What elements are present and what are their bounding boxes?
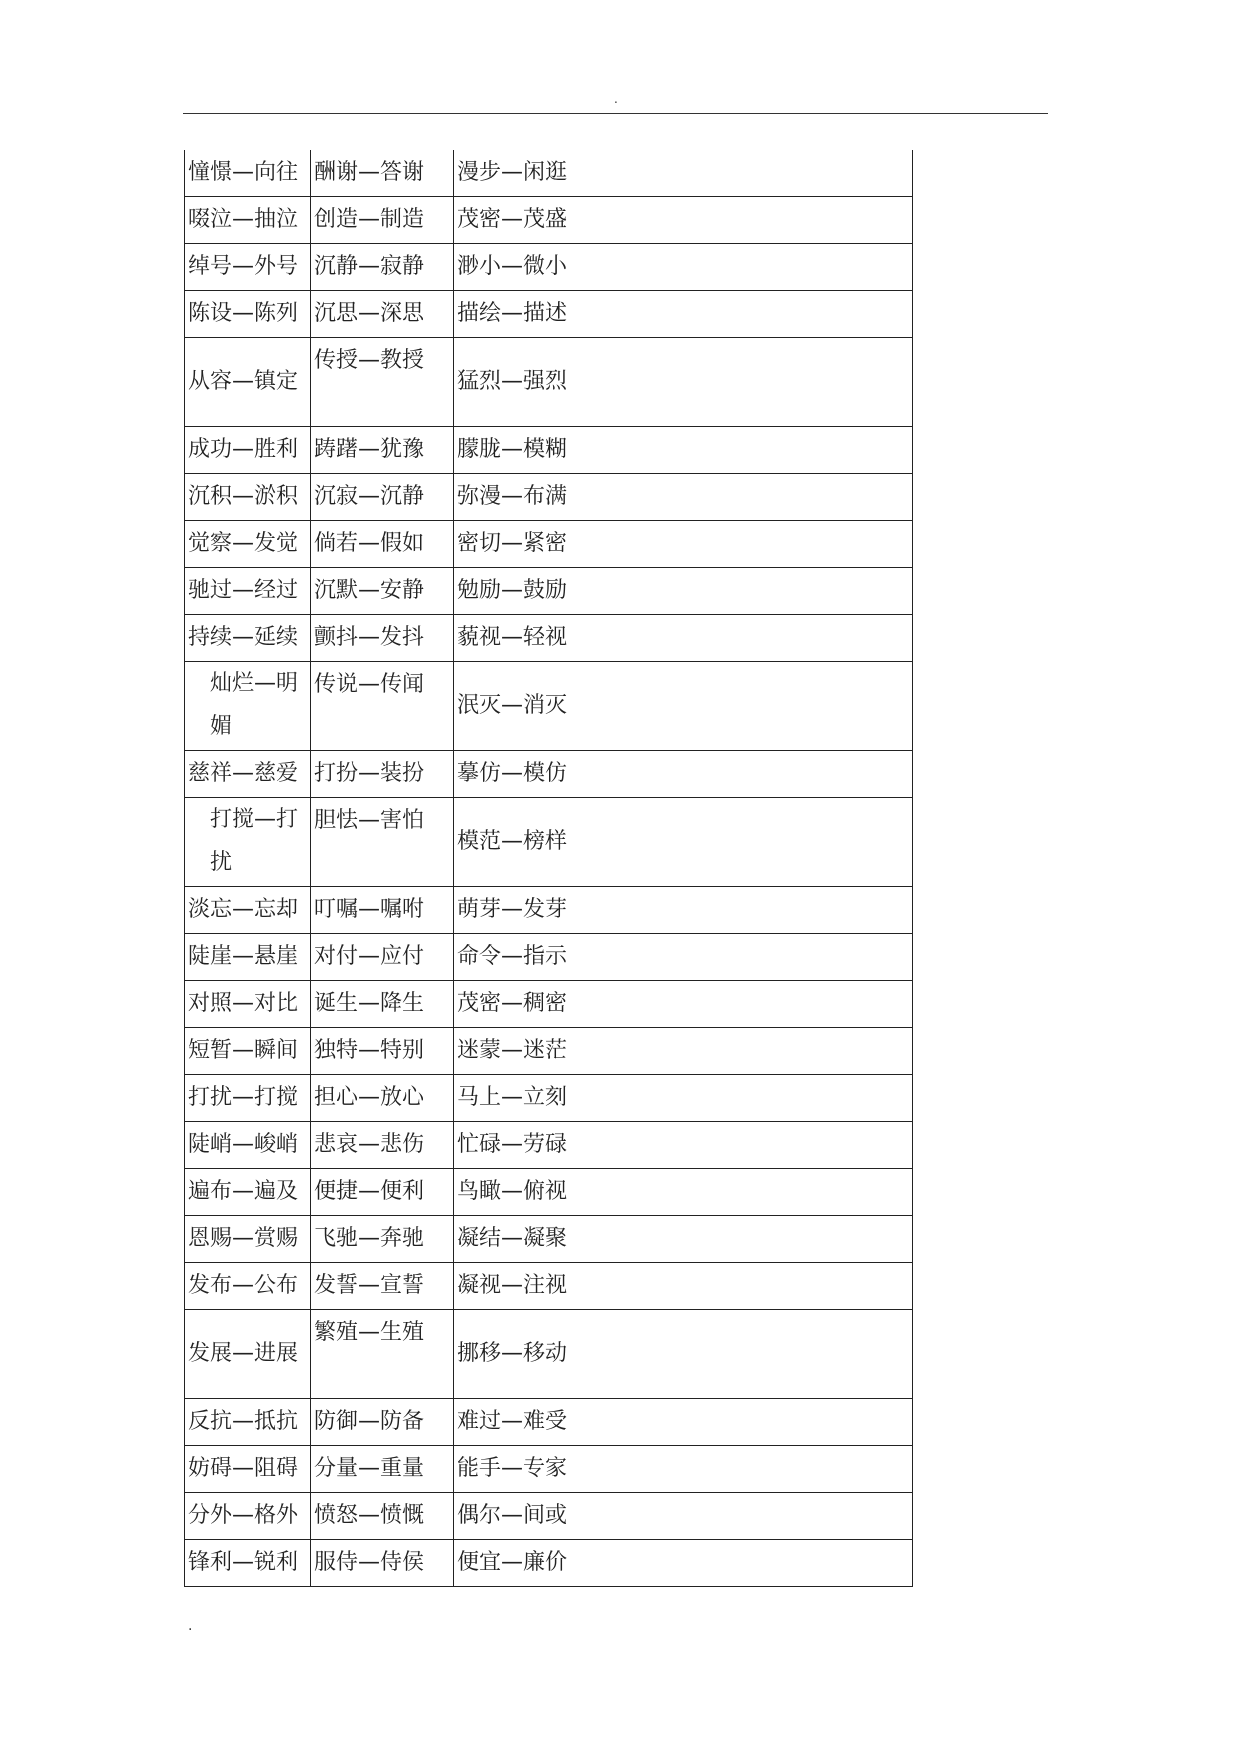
table-cell: 从容—镇定: [185, 338, 311, 427]
table-cell: 恩赐—赏赐: [185, 1216, 311, 1263]
table-cell: 觉察—发觉: [185, 521, 311, 568]
table-row: [185, 1310, 913, 1399]
footer-mark: .: [188, 1618, 193, 1634]
table-cell: 发展—进展: [185, 1310, 311, 1399]
table-row: [185, 798, 913, 887]
table-cell: 反抗—抵抗: [185, 1399, 311, 1446]
table-cell: 难过—难受: [454, 1399, 913, 1446]
table-row: [185, 662, 913, 751]
table-row: [185, 338, 913, 427]
table-cell: 分外—格外: [185, 1493, 311, 1540]
table-row: [185, 291, 913, 338]
table-row: [185, 1216, 913, 1263]
table-cell: 陡崖—悬崖: [185, 934, 311, 981]
table-cell: 描绘—描述: [454, 291, 913, 338]
table-cell: 憧憬—向往: [185, 150, 311, 197]
cell-text: 灿烂—明媚: [210, 671, 299, 739]
header-rule: [183, 113, 1048, 114]
table-row: [185, 244, 913, 291]
table-cell: 沉积—淤积: [185, 474, 311, 521]
table-cell: 淡忘—忘却: [185, 887, 311, 934]
table-row: [185, 1540, 913, 1587]
table-cell: 凝结—凝聚: [454, 1216, 913, 1263]
table-row: [185, 934, 913, 981]
table-cell: 创造—制造: [311, 197, 454, 244]
table-cell: 泯灭—消灭: [454, 662, 913, 751]
table-cell: 分量—重量: [311, 1446, 454, 1493]
table-cell: 颤抖—发抖: [311, 615, 454, 662]
table-cell: 遍布—遍及: [185, 1169, 311, 1216]
table-cell: 藐视—轻视: [454, 615, 913, 662]
table-cell: 沉默—安静: [311, 568, 454, 615]
table-cell: 倘若—假如: [311, 521, 454, 568]
table-cell: 弥漫—布满: [454, 474, 913, 521]
table-cell: 能手—专家: [454, 1446, 913, 1493]
table-cell: 打扮—装扮: [311, 751, 454, 798]
table-cell: 密切—紧密: [454, 521, 913, 568]
table-cell: 渺小—微小: [454, 244, 913, 291]
table-row: [185, 1169, 913, 1216]
table-cell: 便宜—廉价: [454, 1540, 913, 1587]
table-cell: 绰号—外号: [185, 244, 311, 291]
table-cell: 勉励—鼓励: [454, 568, 913, 615]
table-cell: 偶尔—间或: [454, 1493, 913, 1540]
table-cell: 踌躇—犹豫: [311, 427, 454, 474]
table-cell: 发布—公布: [185, 1263, 311, 1310]
table-cell: 成功—胜利: [185, 427, 311, 474]
table-row: [185, 427, 913, 474]
table-cell: 摹仿—模仿: [454, 751, 913, 798]
table-cell: 持续—延续: [185, 615, 311, 662]
table-cell: 朦胧—模糊: [454, 427, 913, 474]
table-row: [185, 887, 913, 934]
table-row: [185, 1122, 913, 1169]
synonym-table: [184, 150, 913, 1587]
table-cell: 传说—传闻: [311, 662, 454, 751]
table-cell: 沉思—深思: [311, 291, 454, 338]
table-row: [185, 1075, 913, 1122]
table-row: [185, 150, 913, 197]
table-cell: 诞生—降生: [311, 981, 454, 1028]
table-row: [185, 1446, 913, 1493]
table-cell: 命令—指示: [454, 934, 913, 981]
table-cell: 独特—特别: [311, 1028, 454, 1075]
table-cell: 繁殖—生殖: [311, 1310, 454, 1399]
table-cell: 猛烈—强烈: [454, 338, 913, 427]
table-cell: 对付—应付: [311, 934, 454, 981]
table-cell: 传授—教授: [311, 338, 454, 427]
table-cell: [185, 798, 311, 887]
table-cell: 陡峭—峻峭: [185, 1122, 311, 1169]
table-cell: 萌芽—发芽: [454, 887, 913, 934]
table-cell: 妨碍—阻碍: [185, 1446, 311, 1493]
table-row: [185, 474, 913, 521]
table-cell: 模范—榜样: [454, 798, 913, 887]
table-cell: 防御—防备: [311, 1399, 454, 1446]
table-cell: 锋利—锐利: [185, 1540, 311, 1587]
table-cell: 对照—对比: [185, 981, 311, 1028]
table-cell: 服侍—侍侯: [311, 1540, 454, 1587]
table-cell: 叮嘱—嘱咐: [311, 887, 454, 934]
header-mark: .: [614, 92, 618, 106]
table-cell: 打扰—打搅: [185, 1075, 311, 1122]
table-row: [185, 1493, 913, 1540]
table-cell: 马上—立刻: [454, 1075, 913, 1122]
table-cell: 凝视—注视: [454, 1263, 913, 1310]
table-cell: 漫步—闲逛: [454, 150, 913, 197]
table-row: [185, 1263, 913, 1310]
table-cell: 驰过—经过: [185, 568, 311, 615]
table-cell: [185, 662, 311, 751]
table-cell: 迷蒙—迷茫: [454, 1028, 913, 1075]
table-cell: 胆怯—害怕: [311, 798, 454, 887]
table-cell: 陈设—陈列: [185, 291, 311, 338]
table-cell: 啜泣—抽泣: [185, 197, 311, 244]
cell-text: 打搅—打扰: [210, 807, 299, 875]
table-cell: 悲哀—悲伤: [311, 1122, 454, 1169]
table-cell: 鸟瞰—俯视: [454, 1169, 913, 1216]
table-row: [185, 1028, 913, 1075]
table-row: [185, 981, 913, 1028]
table-row: [185, 1399, 913, 1446]
table-cell: 茂密—稠密: [454, 981, 913, 1028]
table-row: [185, 615, 913, 662]
table-cell: 便捷—便利: [311, 1169, 454, 1216]
table-cell: 愤怒—愤慨: [311, 1493, 454, 1540]
table-cell: 沉寂—沉静: [311, 474, 454, 521]
table-cell: 酬谢—答谢: [311, 150, 454, 197]
table-cell: 飞驰—奔驰: [311, 1216, 454, 1263]
table-cell: 慈祥—慈爱: [185, 751, 311, 798]
table-cell: 短暂—瞬间: [185, 1028, 311, 1075]
table-cell: 茂密—茂盛: [454, 197, 913, 244]
table-row: [185, 568, 913, 615]
table-cell: 挪移—移动: [454, 1310, 913, 1399]
table-cell: 担心—放心: [311, 1075, 454, 1122]
table-row: [185, 521, 913, 568]
table-row: [185, 197, 913, 244]
table-row: [185, 751, 913, 798]
table-cell: 沉静—寂静: [311, 244, 454, 291]
table-cell: 发誓—宣誓: [311, 1263, 454, 1310]
table-cell: 忙碌—劳碌: [454, 1122, 913, 1169]
